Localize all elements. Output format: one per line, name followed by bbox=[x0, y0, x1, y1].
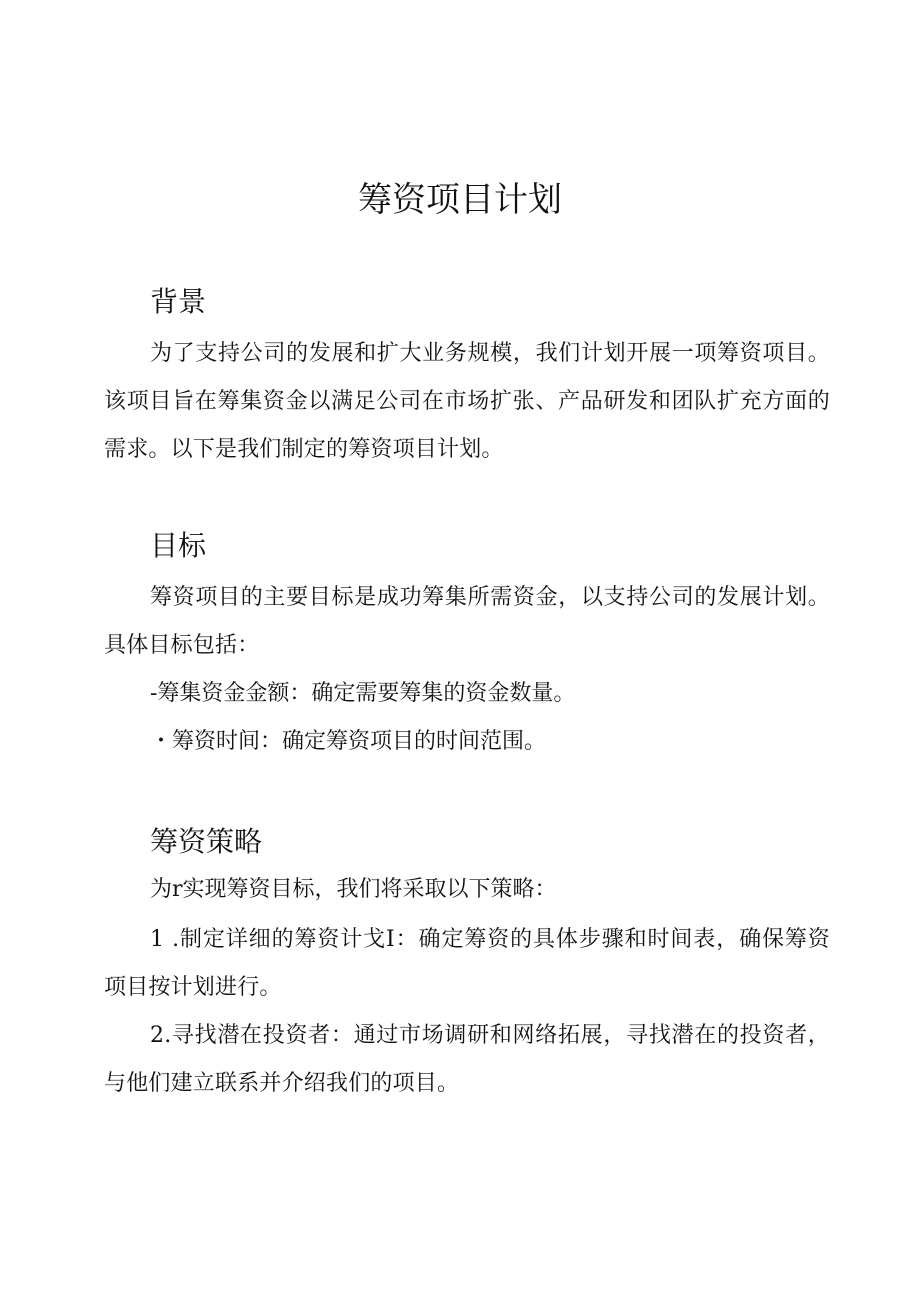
document-title: 筹资项目计划 bbox=[358, 180, 562, 220]
strategy-step-2: 2.寻找潜在投资者：通过市场调研和网络拓展，寻找潜在的投资者，与他们建立联系并介绍我们的项目。 bbox=[104, 1023, 830, 1096]
section-heading-background: 背景 bbox=[150, 285, 207, 318]
background-paragraph: 为了支持公司的发展和扩大业务规模，我们计划开展一项筹资项目。该项目旨在筹集资金以满足公司在市场扩张、产品研发和团队扩充方面的需求。以下是我们制定的筹资项目计划。 bbox=[104, 341, 830, 462]
goals-paragraph: 筹资项目的主要目标是成功筹集所需资金，以支持公司的发展计划。具体目标包括： bbox=[104, 585, 830, 658]
goals-item-amount: -筹集资金金额：确定需要筹集的资金数量。 bbox=[150, 681, 576, 706]
goals-item-time: ・筹资时间：确定筹资项目的时间范围。 bbox=[150, 729, 547, 754]
section-heading-strategy: 筹资策略 bbox=[150, 825, 263, 858]
section-heading-goals: 目标 bbox=[150, 529, 207, 562]
strategy-intro: 为r实现筹资目标，我们将采取以下策略： bbox=[150, 877, 557, 902]
strategy-step-1: 1 .制定详细的筹资计戈I：确定筹资的具体步骤和时间表，确保筹资项目按计划进行。 bbox=[104, 927, 830, 1000]
